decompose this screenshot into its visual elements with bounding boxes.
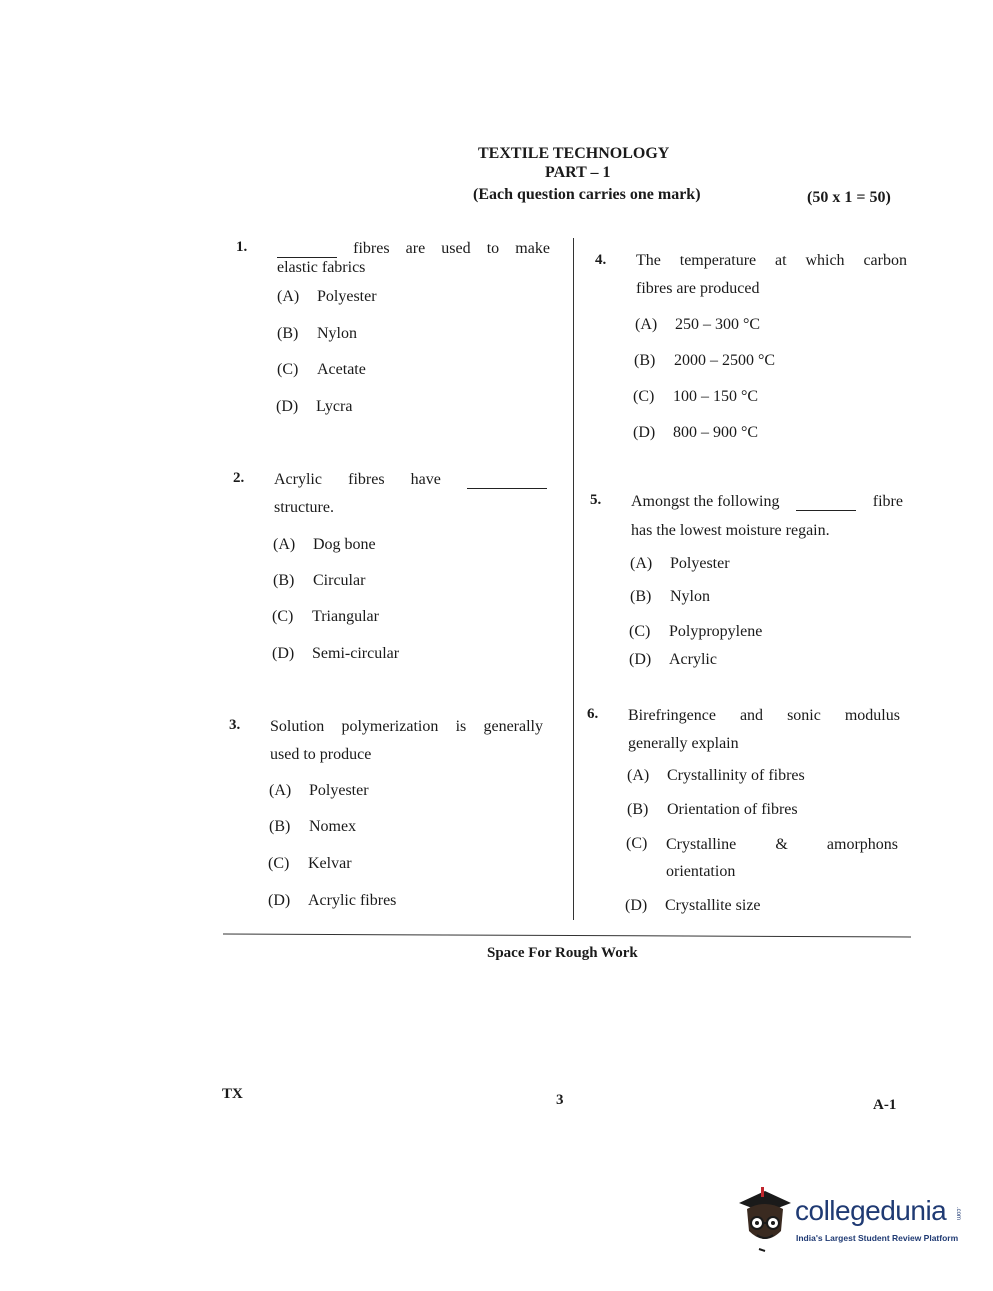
column-divider [573, 238, 574, 920]
word: amorphons [826, 836, 898, 853]
option-text: Semi-circular [312, 645, 400, 662]
logo-tagline: India's Largest Student Review Platform [796, 1233, 959, 1243]
option-label: (B) [634, 352, 656, 369]
word: temperature [679, 252, 757, 269]
question-text-line2: generally explain [628, 735, 739, 752]
option-label: (A) [277, 288, 300, 305]
option-label: (A) [630, 555, 653, 572]
option-label: (A) [635, 316, 658, 333]
option-label: (C) [277, 361, 299, 378]
option-label: (D) [629, 651, 652, 668]
option-label: (B) [630, 588, 652, 605]
marks-instruction: (Each question carries one mark) [473, 186, 701, 203]
word: Birefringence [628, 707, 716, 724]
option-label: (B) [273, 572, 295, 589]
question-number: 2. [233, 470, 245, 486]
word: sonic [787, 707, 821, 724]
option-text: Crystallite size [665, 897, 761, 914]
answer-blank [796, 493, 856, 511]
option-b [269, 818, 356, 836]
question-text-suffix: fibre [872, 493, 903, 510]
option-text: Circular [313, 572, 366, 589]
option-text: Acrylic [669, 651, 717, 668]
option-c [629, 623, 762, 641]
question-text-line1 [270, 718, 543, 736]
rough-work-label: Space For Rough Work [487, 945, 638, 961]
booklet-series: A-1 [873, 1097, 897, 1113]
question-text-line2: used to produce [270, 746, 372, 763]
option-label: (C) [629, 623, 651, 640]
option-text: Nylon [317, 325, 357, 342]
word: fibres [353, 240, 390, 257]
option-d [625, 897, 761, 915]
option-text: Nylon [670, 588, 710, 605]
option-d [629, 651, 717, 669]
option-text: Kelvar [308, 855, 352, 872]
option-label: (A) [269, 782, 292, 799]
option-text: Triangular [312, 608, 379, 625]
document-title: TEXTILE TECHNOLOGY [478, 145, 670, 162]
total-marks: (50 x 1 = 50) [807, 189, 891, 206]
subject-code: TX [222, 1086, 243, 1102]
option-label: (D) [633, 424, 656, 441]
question-text-line2: elastic fabrics [277, 259, 366, 276]
option-a [635, 316, 760, 334]
option-d [276, 398, 352, 416]
logo-domain-suffix: .com [955, 1207, 961, 1221]
option-b [273, 572, 365, 590]
question-text-line2: structure. [274, 499, 334, 516]
answer-blank [277, 240, 337, 258]
option-label: (B) [277, 325, 299, 342]
option-c [277, 361, 366, 379]
part-heading: PART – 1 [545, 164, 611, 181]
option-b [634, 352, 775, 370]
option-c [268, 855, 352, 873]
question-text-line1 [277, 240, 550, 258]
question-number: 5. [590, 492, 602, 508]
option-d [272, 645, 399, 663]
word: polymerization [341, 718, 439, 735]
word: modulus [844, 707, 900, 724]
option-c [626, 835, 666, 853]
word: carbon [863, 252, 907, 269]
question-text-line1 [274, 471, 547, 489]
option-a [273, 536, 376, 554]
option-text: Polyester [309, 782, 369, 799]
question-number: 3. [229, 717, 241, 733]
answer-blank [467, 471, 547, 489]
word: used [441, 240, 471, 257]
option-text: Dog bone [313, 536, 376, 553]
option-text: Polyester [317, 288, 377, 305]
question-text-line2: has the lowest moisture regain. [631, 522, 830, 539]
word: fibres [348, 471, 385, 488]
option-d [268, 892, 396, 910]
option-c-text-line1 [666, 836, 898, 854]
option-label: (D) [625, 897, 648, 914]
option-label: (C) [626, 835, 648, 852]
option-label: (C) [272, 608, 294, 625]
word: Acrylic [274, 471, 322, 488]
option-label: (D) [272, 645, 295, 662]
word: are [405, 240, 426, 257]
option-text: Polypropylene [669, 623, 763, 640]
option-text: 2000 – 2500 °C [674, 352, 776, 369]
collegedunia-logo [735, 1185, 965, 1255]
option-label: (C) [633, 388, 655, 405]
option-c [633, 388, 758, 406]
word: which [805, 252, 845, 269]
question-number: 4. [595, 252, 607, 268]
option-text: Orientation of fibres [667, 801, 798, 818]
word: generally [483, 718, 543, 735]
word: Crystalline [666, 836, 737, 853]
word: at [775, 252, 787, 269]
option-b [627, 801, 798, 819]
word: to [486, 240, 500, 257]
option-text: 100 – 150 °C [673, 388, 759, 405]
option-text: Acrylic fibres [308, 892, 397, 909]
option-text: 800 – 900 °C [673, 424, 759, 441]
word: Solution [270, 718, 325, 735]
option-d [633, 424, 758, 442]
option-a [630, 555, 730, 573]
option-text: Crystallinity of fibres [667, 767, 805, 784]
option-b [277, 325, 357, 343]
option-label: (B) [627, 801, 649, 818]
question-text-line1 [628, 707, 900, 725]
word: is [455, 718, 467, 735]
option-text: Nomex [309, 818, 357, 835]
logo-wordmark: collegedunia [795, 1195, 947, 1226]
question-text-line2: fibres are produced [636, 280, 760, 297]
option-a [277, 288, 377, 306]
question-text-prefix: Amongst the following [631, 493, 780, 510]
option-label: (D) [276, 398, 299, 415]
word: have [410, 471, 441, 488]
question-number: 6. [587, 706, 599, 722]
option-a [627, 767, 805, 785]
option-a [269, 782, 369, 800]
rough-work-divider [223, 933, 911, 937]
word: and [739, 707, 764, 724]
page-number: 3 [556, 1092, 564, 1108]
option-c-text-line2: orientation [666, 863, 736, 880]
option-text: Acetate [317, 361, 366, 378]
option-label: (A) [627, 767, 650, 784]
option-label: (A) [273, 536, 296, 553]
question-number: 1. [236, 239, 248, 255]
option-b [630, 588, 710, 606]
option-c [272, 608, 379, 626]
word: The [636, 252, 661, 269]
question-text-line1 [631, 493, 903, 511]
question-text-line1 [636, 252, 907, 270]
option-text: Polyester [670, 555, 730, 572]
option-label: (D) [268, 892, 291, 909]
mascot-icon [735, 1185, 795, 1255]
option-text: Lycra [316, 398, 353, 415]
option-text: 250 – 300 °C [675, 316, 761, 333]
word: & [775, 836, 788, 853]
word: make [515, 240, 550, 257]
option-label: (C) [268, 855, 290, 872]
option-label: (B) [269, 818, 291, 835]
